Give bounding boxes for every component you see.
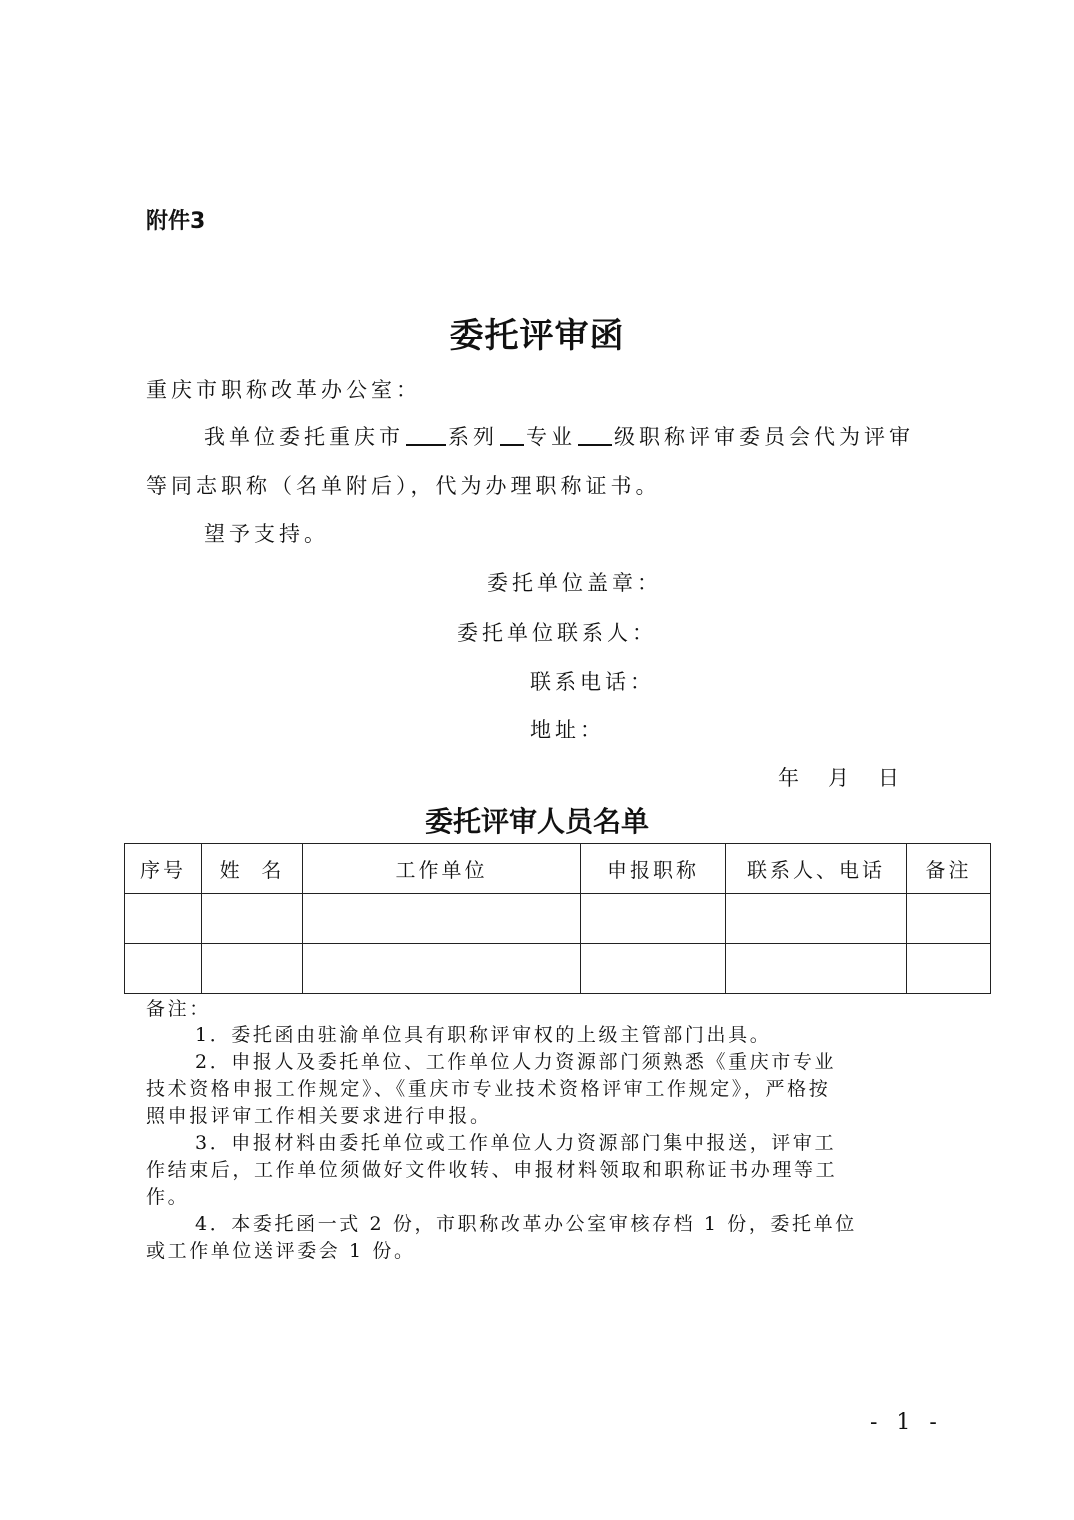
column-header-remarks: 备注 — [907, 844, 991, 894]
address-label: 地址： — [530, 718, 605, 742]
roster-title: 委托评审人员名单 — [424, 805, 649, 838]
contact-label: 委托单位联系人： — [457, 621, 657, 645]
note-item-2-line-3: 照申报评审工作相关要求进行申报。 — [146, 1105, 492, 1127]
body-paragraph-1-line-2: 等同志职称（名单附后），代为办理职称证书。 — [146, 474, 661, 498]
note-item-3-line-1: 3．申报材料由委托单位或工作单位人力资源部门集中报送，评审工 — [195, 1132, 837, 1154]
note-item-1: 1．委托函由驻渝单位具有职称评审权的上级主管部门出具。 — [195, 1024, 772, 1046]
note-item-4-line-1: 4．本委托函一式 2 份，市职称改革办公室审核存档 1 份，委托单位 — [195, 1213, 857, 1235]
table-cell — [202, 894, 303, 944]
column-header-index: 序号 — [125, 844, 202, 894]
notes-heading: 备注： — [146, 998, 211, 1020]
body-paragraph-1 — [204, 421, 914, 451]
addressee: 重庆市职称改革办公室： — [146, 378, 421, 402]
attachment-label: 附件3 — [146, 209, 206, 234]
body-text-segment: 专业 — [526, 425, 576, 449]
column-header-name: 姓 名 — [202, 844, 303, 894]
roster-table — [124, 843, 991, 994]
table-cell — [907, 894, 991, 944]
table-cell — [581, 944, 726, 994]
date-line: 年 月 日 — [778, 766, 903, 790]
seal-label: 委托单位盖章： — [487, 571, 662, 595]
table-row — [125, 894, 991, 944]
note-item-2-line-1: 2．申报人及委托单位、工作单位人力资源部门须熟悉《重庆市专业 — [195, 1051, 837, 1073]
body-paragraph-2: 望予支持。 — [204, 522, 329, 546]
table-cell — [907, 944, 991, 994]
note-item-3-line-2: 作结束后，工作单位须做好文件收转、申报材料领取和职称证书办理等工 — [146, 1159, 838, 1181]
table-cell — [202, 944, 303, 994]
table-cell — [303, 944, 581, 994]
fill-blank-level — [578, 424, 612, 446]
table-cell — [726, 894, 907, 944]
body-text-segment: 系列 — [448, 425, 498, 449]
note-item-4-line-2: 或工作单位送评委会 1 份。 — [146, 1240, 416, 1262]
page-number: - 1 - — [870, 1410, 943, 1435]
table-cell — [125, 944, 202, 994]
phone-label: 联系电话： — [530, 670, 655, 694]
body-text-segment: 级职称评审委员会代为评审 — [614, 425, 914, 449]
table-cell — [125, 894, 202, 944]
table-cell — [303, 894, 581, 944]
table-header-row — [125, 844, 991, 894]
fill-blank-specialty — [500, 424, 524, 446]
table-row — [125, 944, 991, 994]
fill-blank-city-series — [406, 424, 446, 446]
table-cell — [581, 894, 726, 944]
note-item-3-line-3: 作。 — [146, 1186, 190, 1208]
column-header-title-applied: 申报职称 — [581, 844, 726, 894]
page-title: 委托评审函 — [449, 316, 625, 356]
note-item-2-line-2: 技术资格申报工作规定》、《重庆市专业技术资格评审工作规定》，严格按 — [146, 1078, 831, 1100]
column-header-work-unit: 工作单位 — [303, 844, 581, 894]
body-text-segment: 我单位委托重庆市 — [204, 425, 404, 449]
table-cell — [726, 944, 907, 994]
column-header-contact-phone: 联系人、电话 — [726, 844, 907, 894]
